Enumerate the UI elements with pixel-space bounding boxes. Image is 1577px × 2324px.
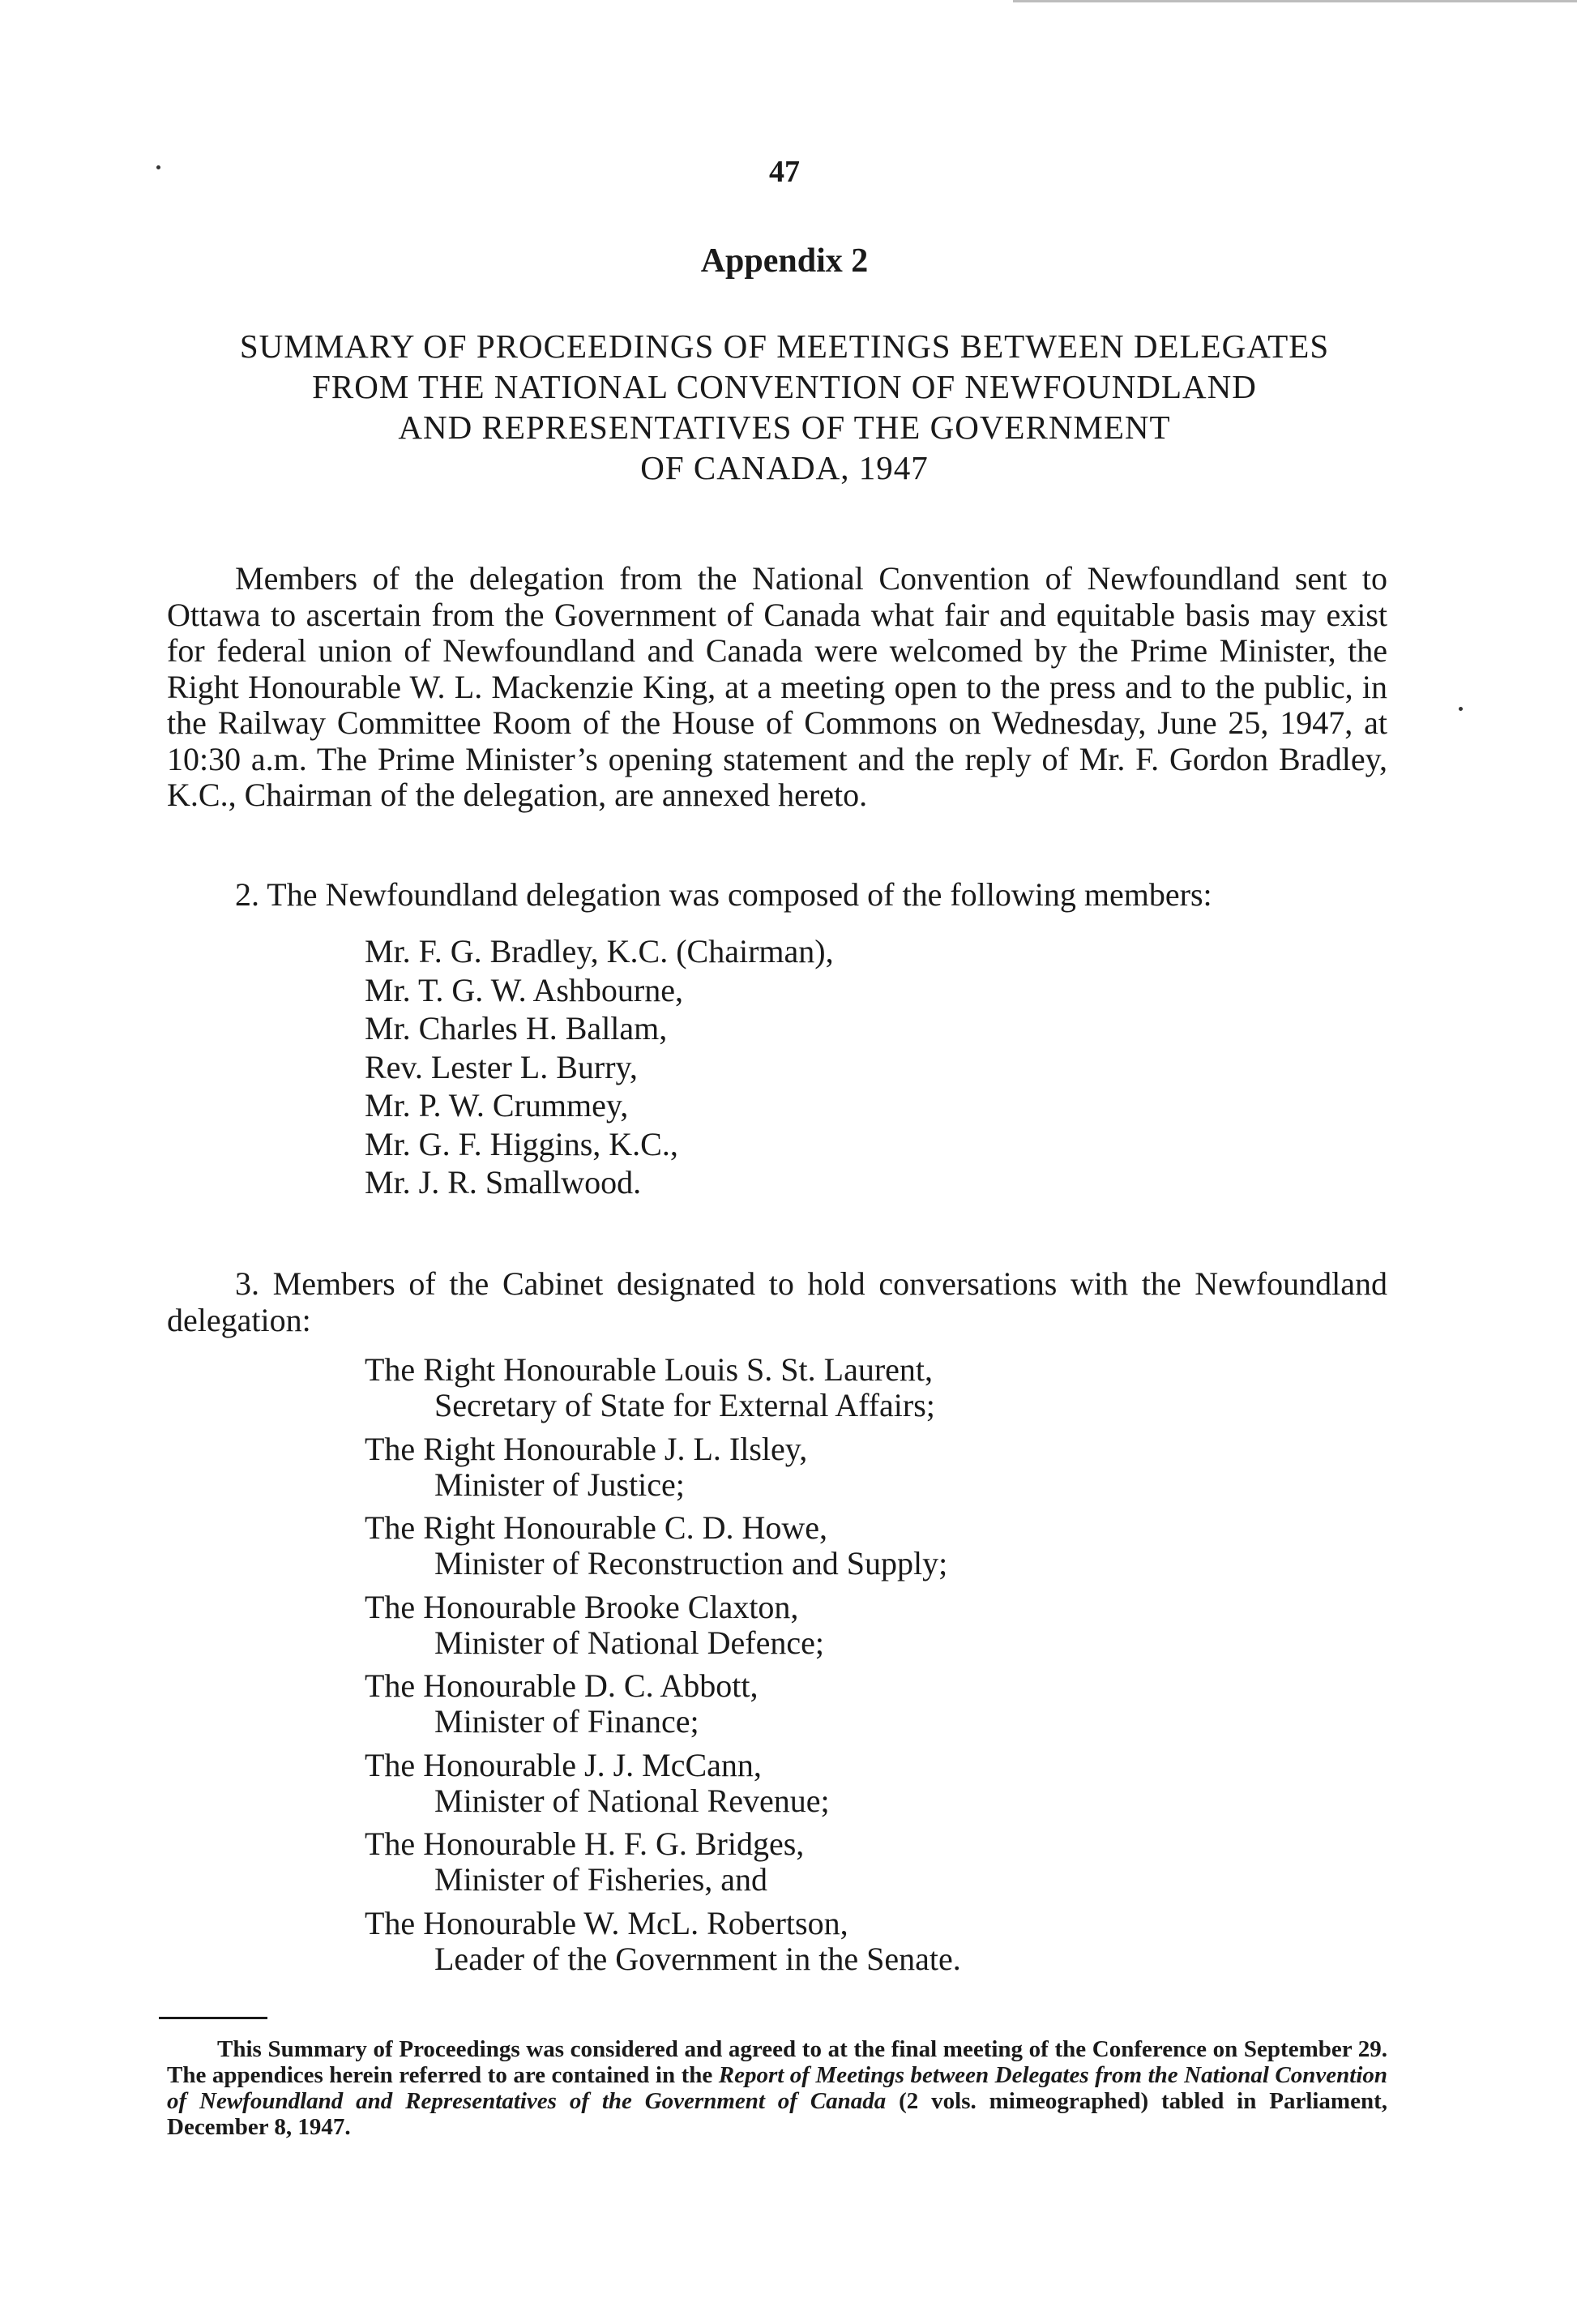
cabinet-member-office: Minister of Reconstruction and Supply; [434, 1545, 948, 1581]
cabinet-member-name: The Honourable Brooke Claxton, [365, 1588, 799, 1625]
cabinet-members-list [365, 1352, 961, 1984]
cabinet-member-office: Minister of National Defence; [434, 1624, 824, 1661]
list-item [365, 1510, 961, 1581]
cabinet-member-name: The Honourable W. McL. Robertson, [365, 1904, 848, 1941]
title-line: AND REPRESENTATIVES OF THE GOVERNMENT [398, 409, 1171, 446]
scan-speck [1459, 707, 1463, 711]
footnote-text: This Summary of Proceedings was considered and agreed to at the final meeting of the Conference on September 29. The appendices herein referred to are contained in the [167, 2036, 1387, 2088]
cabinet-member-office: Leader of the Government in the Senate. [434, 1940, 961, 1977]
delegation-members-list [365, 932, 834, 1202]
top-edge-rule [1013, 0, 1577, 2]
list-item [365, 1590, 961, 1661]
paragraph-delegation: 2. The Newfoundland delegation was composed of the following members: [235, 876, 1212, 913]
list-item: Mr. T. G. W. Ashbourne, [365, 971, 683, 1008]
cabinet-member-office: Minister of Justice; [434, 1466, 685, 1503]
list-item: Mr. J. R. Smallwood. [365, 1164, 642, 1201]
list-item [365, 1748, 961, 1819]
appendix-heading: Appendix 2 [700, 242, 869, 280]
cabinet-member-name: The Honourable D. C. Abbott, [365, 1667, 759, 1704]
page-number: 47 [769, 155, 800, 189]
document-title [122, 326, 1447, 488]
list-item [365, 1906, 961, 1977]
cabinet-member-name: The Honourable J. J. McCann, [365, 1746, 762, 1783]
cabinet-member-name: The Right Honourable J. L. Ilsley, [365, 1430, 808, 1467]
list-item: Rev. Lester L. Burry, [365, 1048, 638, 1085]
footnote-report-title: Report of Meetings between Delegates from the National Convention of Newfoundland and Representatives of the Government of Canada [167, 2062, 1388, 2114]
cabinet-member-name: The Honourable H. F. G. Bridges, [365, 1825, 805, 1862]
list-item: Mr. Charles H. Ballam, [365, 1010, 668, 1046]
list-item: Mr. F. G. Bradley, K.C. (Chairman), [365, 933, 834, 969]
paragraph-cabinet: 3. Members of the Cabinet designated to hold conversations with the Newfoundland delegation: [167, 1265, 1387, 1338]
list-item [365, 1668, 961, 1740]
list-item [365, 1826, 961, 1898]
cabinet-member-name: The Right Honourable Louis S. St. Laurent, [365, 1351, 934, 1388]
title-line: FROM THE NATIONAL CONVENTION OF NEWFOUNDLAND [312, 368, 1257, 405]
cabinet-member-name: The Right Honourable C. D. Howe, [365, 1509, 828, 1546]
footnote-rule [159, 2017, 267, 2019]
cabinet-member-office: Secretary of State for External Affairs; [434, 1387, 935, 1423]
list-item [365, 1352, 961, 1423]
title-line: OF CANADA, 1947 [640, 449, 929, 486]
footnote-text: (2 vols. mimeographed) tabled in Parliament, December 8, 1947. [167, 2088, 1387, 2140]
paragraph-intro: Members of the delegation from the National Convention of Newfoundland sent to Ottawa to ascertain from the Government of Canada what fair and equitable basis may exist for federal union of Newfoundland and Canada were welcomed by the Prime Minister, the Right Honourable W. L. Mackenzie King, at a meeting open to the press and to the public, in the Railway Committee Room of the House of Commons on Wednesday, June 25, 1947, at 10:30 a.m. The Prime Minister’s opening statement and the reply of Mr. F. Gordon Bradley, K.C., Chairman of the delegation, are annexed hereto. [167, 560, 1387, 813]
title-line: SUMMARY OF PROCEEDINGS OF MEETINGS BETWEEN DELEGATES [239, 327, 1330, 365]
cabinet-member-office: Minister of National Revenue; [434, 1782, 830, 1819]
cabinet-member-office: Minister of Finance; [434, 1703, 699, 1740]
list-item: Mr. P. W. Crummey, [365, 1087, 629, 1123]
list-item: Mr. G. F. Higgins, K.C., [365, 1125, 678, 1162]
cabinet-member-office: Minister of Fisheries, and [434, 1861, 768, 1898]
footnote [167, 2036, 1387, 2140]
list-item [365, 1432, 961, 1503]
